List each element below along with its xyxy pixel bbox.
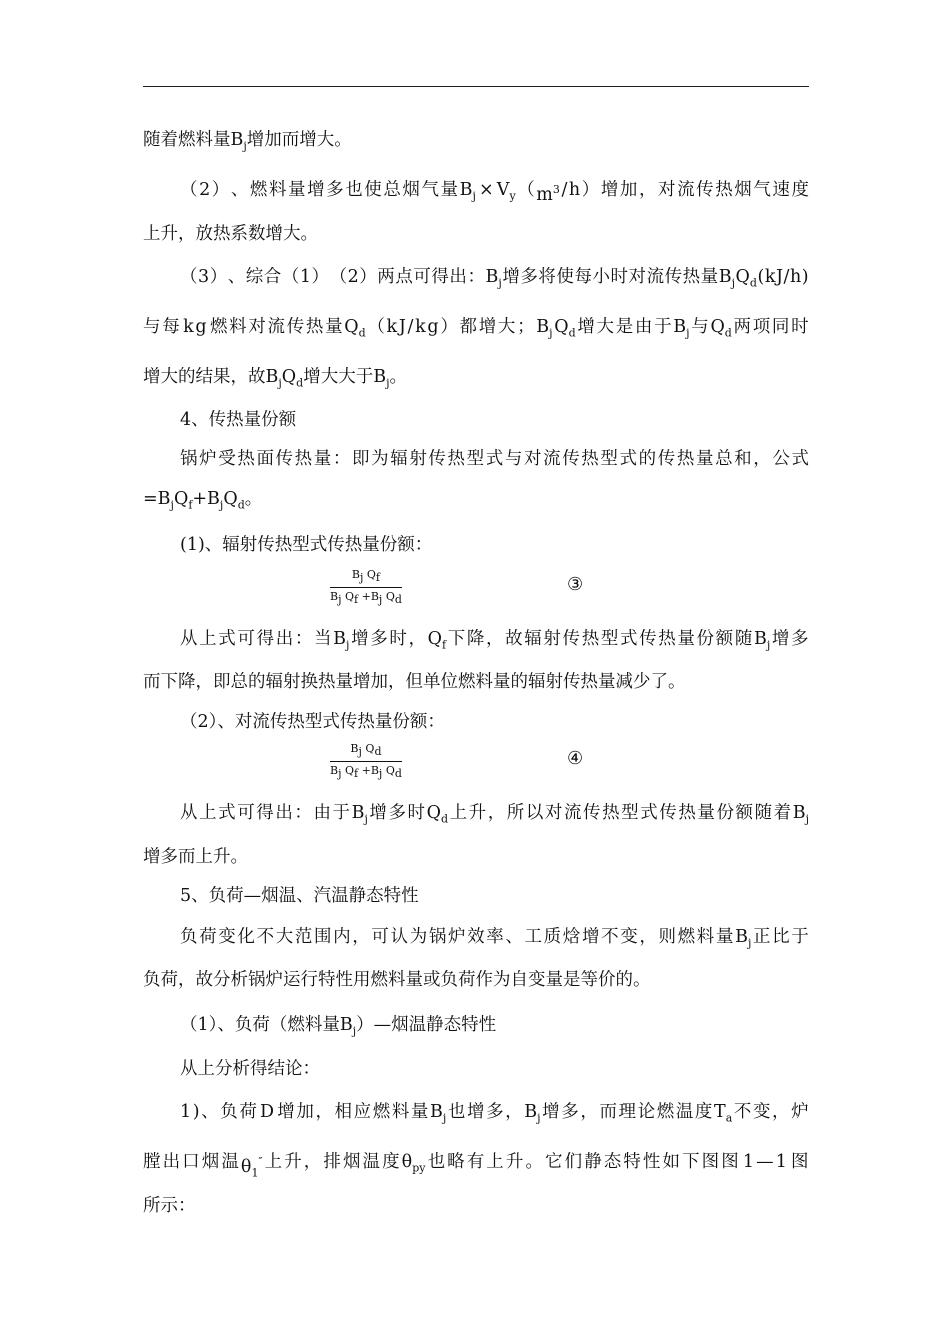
paragraph-line: 从 上 式 可 得 出 ： 当 $B_j$ 增 多 时 ， $Q_f$ 下 降 ， 故 辐 射 传 热 型 式 传 热 量 份 额 随 $B_j$ 增 多 [180, 629, 809, 652]
paragraph-line: 从上分析得结论： [180, 1059, 320, 1079]
paragraph-line: 从 上 式 可 得 出 ： 由 于 $B_j$ 增 多 时 $Q_d$ 上 升 ， 所 以 对 流 传 热 型 式 传 热 量 份 额 随 着 $B_j$ [180, 803, 809, 826]
paragraph-line: （ 3 ） 、 综 合 （ 1 ） （ 2 ） 两 点 可 得 出 ： $B_j$ 增 多 将 使 每 小 时 对 流 传 热 量 $B_j$ $Q_d$ ( k J / h ) [180, 267, 809, 290]
formula-line: $=B_jQ_f+B_jQ_d$。 [143, 489, 263, 512]
paragraph-line: 膛 出 口 烟 温 $\theta_1''$ 上 升 ， 排 烟 温 度 $\theta_{py}$ 也 略 有 上 升 。 它 们 静 态 特 性 如 下 图 图 1 — 1 图 [143, 1152, 809, 1180]
formula-3-numerator: $B_j$ $Q_f$ [351, 568, 380, 585]
paragraph-line: 锅 炉 受 热 面 传 热 量 ： 即 为 辐 射 传 热 型 式 与 对 流 传 热 型 式 的 传 热 量 总 和 ， 公 式 [180, 449, 809, 469]
section-heading: 5、负荷—烟温、汽温静态特性 [180, 886, 419, 906]
formula-4 [330, 742, 402, 781]
paragraph-line: 与 每 k g 燃 料 对 流 传 热 量 $Q_d$ （ k J / k g ） 都 增 大 ； $B_j$ $Q_d$ 增 大 是 由 于 $B_j$ 与 $Q_d$ 两 项 同 时 [143, 317, 809, 340]
paragraph-line: 负荷，故分析锅炉运行特性用燃料量或负荷作为自变量是等价的。 [143, 970, 651, 990]
equation-number-4: ④ [567, 748, 584, 769]
paragraph-line: 所示： [143, 1196, 196, 1216]
formula-3 [330, 568, 402, 607]
paragraph-line: 增多而上升。 [143, 847, 248, 867]
formula-4-denominator: $B_j$ $Q_f +B_j$ $Q_d$ [330, 764, 402, 781]
section-heading: 4、传热量份额 [180, 410, 297, 430]
paragraph-line: 负 荷 变 化 不 大 范 围 内 ， 可 认 为 锅 炉 效 率 、 工 质 焓 增 不 变 ， 则 燃 料 量 $B_j$ 正 比 于 [180, 927, 809, 950]
formula-3-denominator: $B_j$ $Q_f +B_j$ $Q_d$ [330, 590, 402, 607]
subheading: （2）、对流传热型式传热量份额： [180, 712, 445, 732]
paragraph-line: 上升，放热系数增大。 [143, 224, 318, 244]
paragraph-line: 而下降，即总的辐射换热量增加，但单位燃料量的辐射传热量减少了。 [143, 672, 686, 692]
paragraph-line: 增大的结果，故$B_jQ_d$增大大于$B_j$。 [143, 367, 407, 390]
subheading: （1）、负荷（燃料量$B_j)—$烟温静态特性 [180, 1015, 497, 1038]
subheading: (1)、辐射传热型式传热量份额： [180, 535, 433, 555]
header-rule [143, 86, 809, 87]
paragraph-line: 随着燃料量$B_j$增加而增大。 [143, 130, 352, 153]
formula-4-numerator: $B_j$ $Q_d$ [350, 742, 382, 759]
paragraph-line: 1 ) 、 负 荷 D 增 加 ， 相 应 燃 料 量 $B_j$ 也 增 多 ， $B_j$ 增 多 ， 而 理 论 燃 温 度 $T_a$ 不 变 ， 炉 [180, 1102, 809, 1125]
equation-number-3: ③ [567, 574, 584, 595]
paragraph-line: （ 2 ） 、 燃 料 量 增 多 也 使 总 烟 气 量 $B_j$ × $V_y$ （ $m^3$ / h ） 增 加 ， 对 流 传 热 烟 气 速 度 [180, 180, 809, 205]
